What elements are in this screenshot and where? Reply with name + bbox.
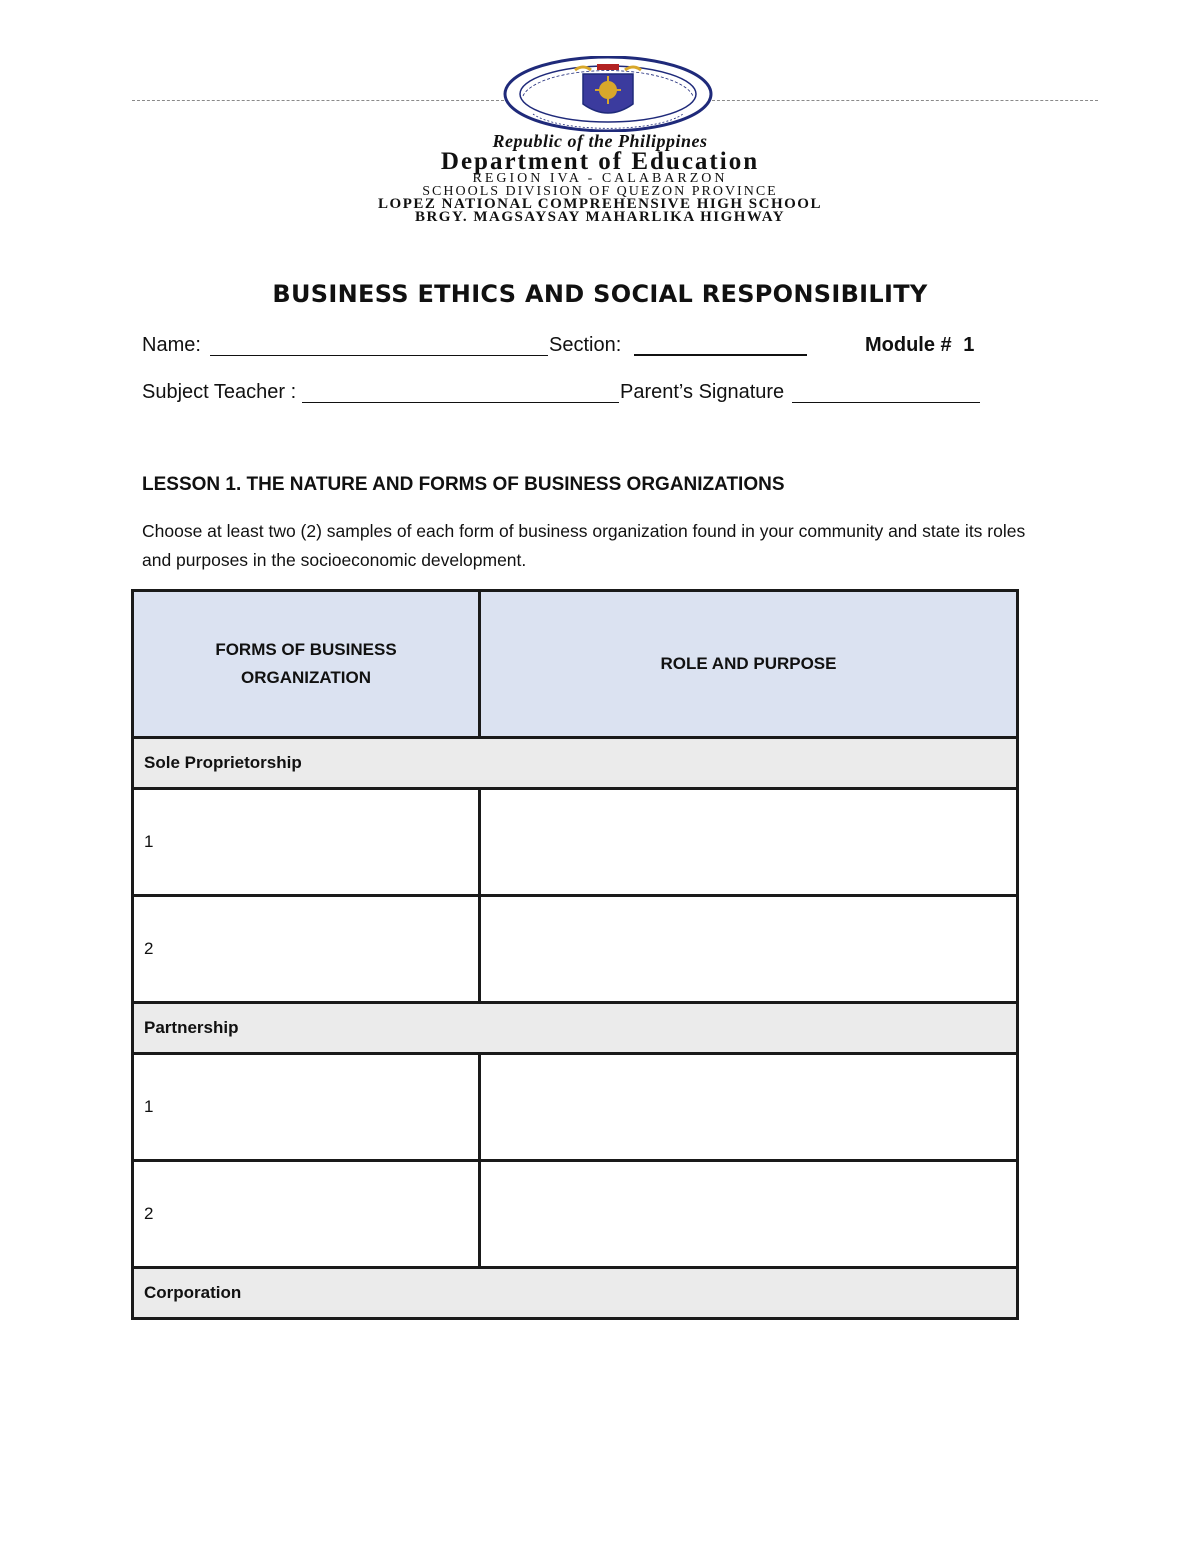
module-label xyxy=(865,334,974,357)
module-number: 1 xyxy=(963,334,975,356)
subject-teacher-label: Subject Teacher : xyxy=(142,381,297,403)
section-label: Section: xyxy=(549,334,622,356)
table-row xyxy=(133,896,1018,1003)
department-line: Department of Education xyxy=(440,148,760,175)
table-row xyxy=(133,1054,1018,1161)
parent-signature-label: Parent’s Signature xyxy=(620,381,785,403)
group-row-corporation xyxy=(133,1268,1018,1319)
role-purpose-cell[interactable] xyxy=(480,896,1018,1003)
table-row xyxy=(133,1161,1018,1268)
header-divider-left xyxy=(132,100,504,101)
header-role-and-purpose: ROLE AND PURPOSE xyxy=(480,591,1018,738)
lesson-heading: LESSON 1. THE NATURE AND FORMS OF BUSINESS ORGANIZATIONS xyxy=(142,474,785,495)
row-number: 2 xyxy=(133,1161,480,1268)
parent-signature-field[interactable] xyxy=(792,402,980,403)
row-number: 1 xyxy=(133,789,480,896)
subject-teacher-field[interactable] xyxy=(302,402,619,403)
role-purpose-cell[interactable] xyxy=(480,789,1018,896)
page-title: BUSINESS ETHICS AND SOCIAL RESPONSIBILITY xyxy=(272,280,928,308)
deped-seal-icon xyxy=(503,56,713,132)
header-divider-right xyxy=(712,100,1098,101)
school-name-line: LOPEZ NATIONAL COMPREHENSIVE HIGH SCHOOL xyxy=(378,196,822,212)
role-purpose-cell[interactable] xyxy=(480,1054,1018,1161)
module-label-text: Module # xyxy=(865,334,952,356)
row-number: 2 xyxy=(133,896,480,1003)
row-number: 1 xyxy=(133,1054,480,1161)
school-address-line: BRGY. MAGSAYSAY MAHARLIKA HIGHWAY xyxy=(414,209,786,225)
group-label: Sole Proprietorship xyxy=(133,738,1018,789)
group-row-sole-proprietorship xyxy=(133,738,1018,789)
business-organization-table xyxy=(131,589,1019,1320)
role-purpose-cell[interactable] xyxy=(480,1161,1018,1268)
header-forms-text: FORMS OF BUSINESS ORGANIZATION xyxy=(215,640,397,687)
republic-line: Republic of the Philippines xyxy=(492,131,708,151)
group-label: Corporation xyxy=(133,1268,1018,1319)
region-line: REGION IVA - CALABARZON xyxy=(472,171,728,186)
division-line: SCHOOLS DIVISION OF QUEZON PROVINCE xyxy=(422,184,778,199)
name-field[interactable] xyxy=(210,355,548,356)
section-field[interactable] xyxy=(634,354,807,356)
group-row-partnership xyxy=(133,1003,1018,1054)
table-row xyxy=(133,789,1018,896)
name-label: Name: xyxy=(142,334,201,356)
table-header-row xyxy=(133,591,1018,738)
group-label: Partnership xyxy=(133,1003,1018,1054)
lesson-instructions: Choose at least two (2) samples of each form of business organization found in your community and state its roles and purposes in the socioeconomic development. xyxy=(142,521,1026,570)
header-forms-of-business xyxy=(133,591,480,738)
